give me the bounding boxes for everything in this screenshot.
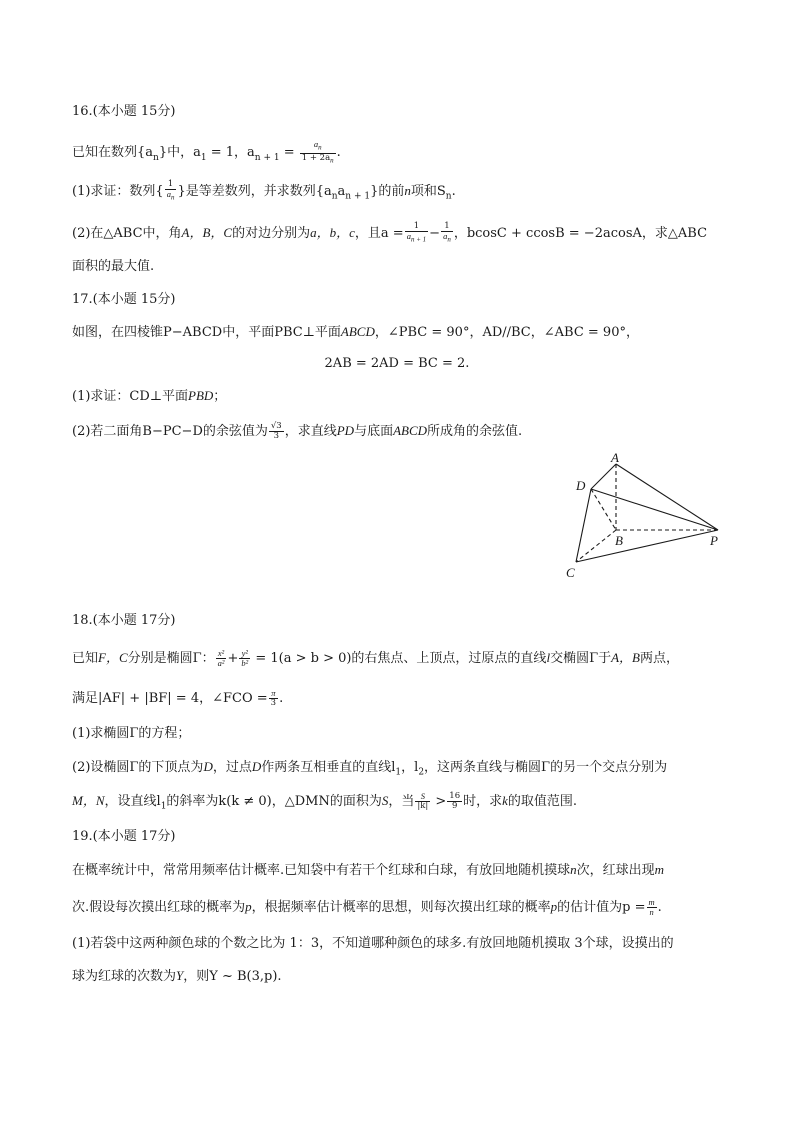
q17-part1: (1)求证：CD⊥平面PBD； xyxy=(72,388,227,404)
q17-stem: 如图，在四棱锥P−ABCD中，平面PBC⊥平面ABCD，∠PBC = 90°，AD//BC，∠ABC = 90°， xyxy=(72,324,639,340)
q18-part2-line2: M，N，设直线$l_1$的斜率为k(k ≠ 0)，△DMN的面积为S，当 $\frac{S}{|k|}$ > $\frac{16}{9}$ 时，求k的取值范围. xyxy=(72,791,578,812)
edge-CP xyxy=(576,530,718,562)
q18-header: 18.(本小题 17分) xyxy=(72,613,176,628)
q17-header: 17.(本小题 15分) xyxy=(72,292,176,307)
edge-DP xyxy=(591,489,718,530)
edge-AD xyxy=(591,464,616,489)
q19-line1: 在概率统计中，常常用频率估计概率.已知袋中有若干个红球和白球，有放回地随机摸球n次，红球出现m xyxy=(72,862,665,878)
q18-condition: 满足|AF| + |BF| = 4，∠FCO = $\frac{\pi}{3}$ . xyxy=(72,688,284,708)
q19-header: 19.(本小题 17分) xyxy=(72,829,176,844)
q18-part1: (1)求椭圆Γ的方程； xyxy=(72,726,191,741)
fraction: $\frac{a_n}{1 + 2a_n}$ xyxy=(301,139,334,165)
edge-AP xyxy=(616,464,718,530)
q17-equation: 2AB = 2AD = BC = 2. xyxy=(324,356,470,371)
pyramid-figure xyxy=(560,448,740,583)
label-C: C xyxy=(566,565,575,580)
q16-part2: (2)在△ABC中，角A，B，C的对边分别为a，b，c，且a = $\frac{1}{a_{n + 1}}$ − $\frac{1}{a_n}$ ，bcosC + ccosB = −2acosA，求△ABC xyxy=(72,221,708,244)
q19-part1: (1)若袋中这两种颜色球的个数之比为 1：3，不知道哪种颜色的球多.有放回地随机摸取 3个球，设摸出的 xyxy=(72,936,674,951)
edge-DC xyxy=(576,489,591,562)
label-D: D xyxy=(576,478,586,493)
label-P: P xyxy=(710,533,718,548)
q19-line2: 次.假设每次摸出红球的概率为p，根据频率估计概率的思想，则每次摸出红球的概率p的估计值为p = $\frac{m}{n}$ . xyxy=(72,897,662,917)
edge-DB xyxy=(591,489,616,530)
label-B: B xyxy=(615,533,623,548)
label-A: A xyxy=(611,450,619,465)
q18-part2: (2)设椭圆Γ的下顶点为D，过点D作两条互相垂直的直线$l_1$，$l_2$，这两条直线与椭圆Γ的另一个交点分别为 xyxy=(72,759,668,778)
q17-part2: (2)若二面角B−PC−D的余弦值为 $\frac{√3}{3}$ ，求直线PD与底面ABCD所成角的余弦值. xyxy=(72,421,523,441)
q16-stem: 已知在数列$\{a_n\}$中，$a_1 = 1$，$a_{n + 1}$ = $\frac{a_n}{1 + 2a_n}$ . xyxy=(72,139,341,165)
q18-stem: 已知F，C分别是椭圆Γ： $\frac{\text{x²}}{\text{a²}}$ + $\frac{\text{y²}}{\text{b²}}$ = 1(a > b > 0)的右焦点、上顶点，过原点的直线l交椭圆Γ于A，B两点， xyxy=(72,648,679,668)
q19-part1-line2: 球为红球的次数为Y，则Y ~ B(3,p). xyxy=(72,968,282,984)
q16-header: 16.(本小题 15分) xyxy=(72,104,176,119)
q16-part1: (1)求证：数列{ $\frac{1}{a_n}$ }是等差数列，并求数列$\{a_na_{n + 1}\}$的前n项和$S_n$. xyxy=(72,179,456,202)
q16-part2-line2: 面积的最大值. xyxy=(72,259,155,274)
